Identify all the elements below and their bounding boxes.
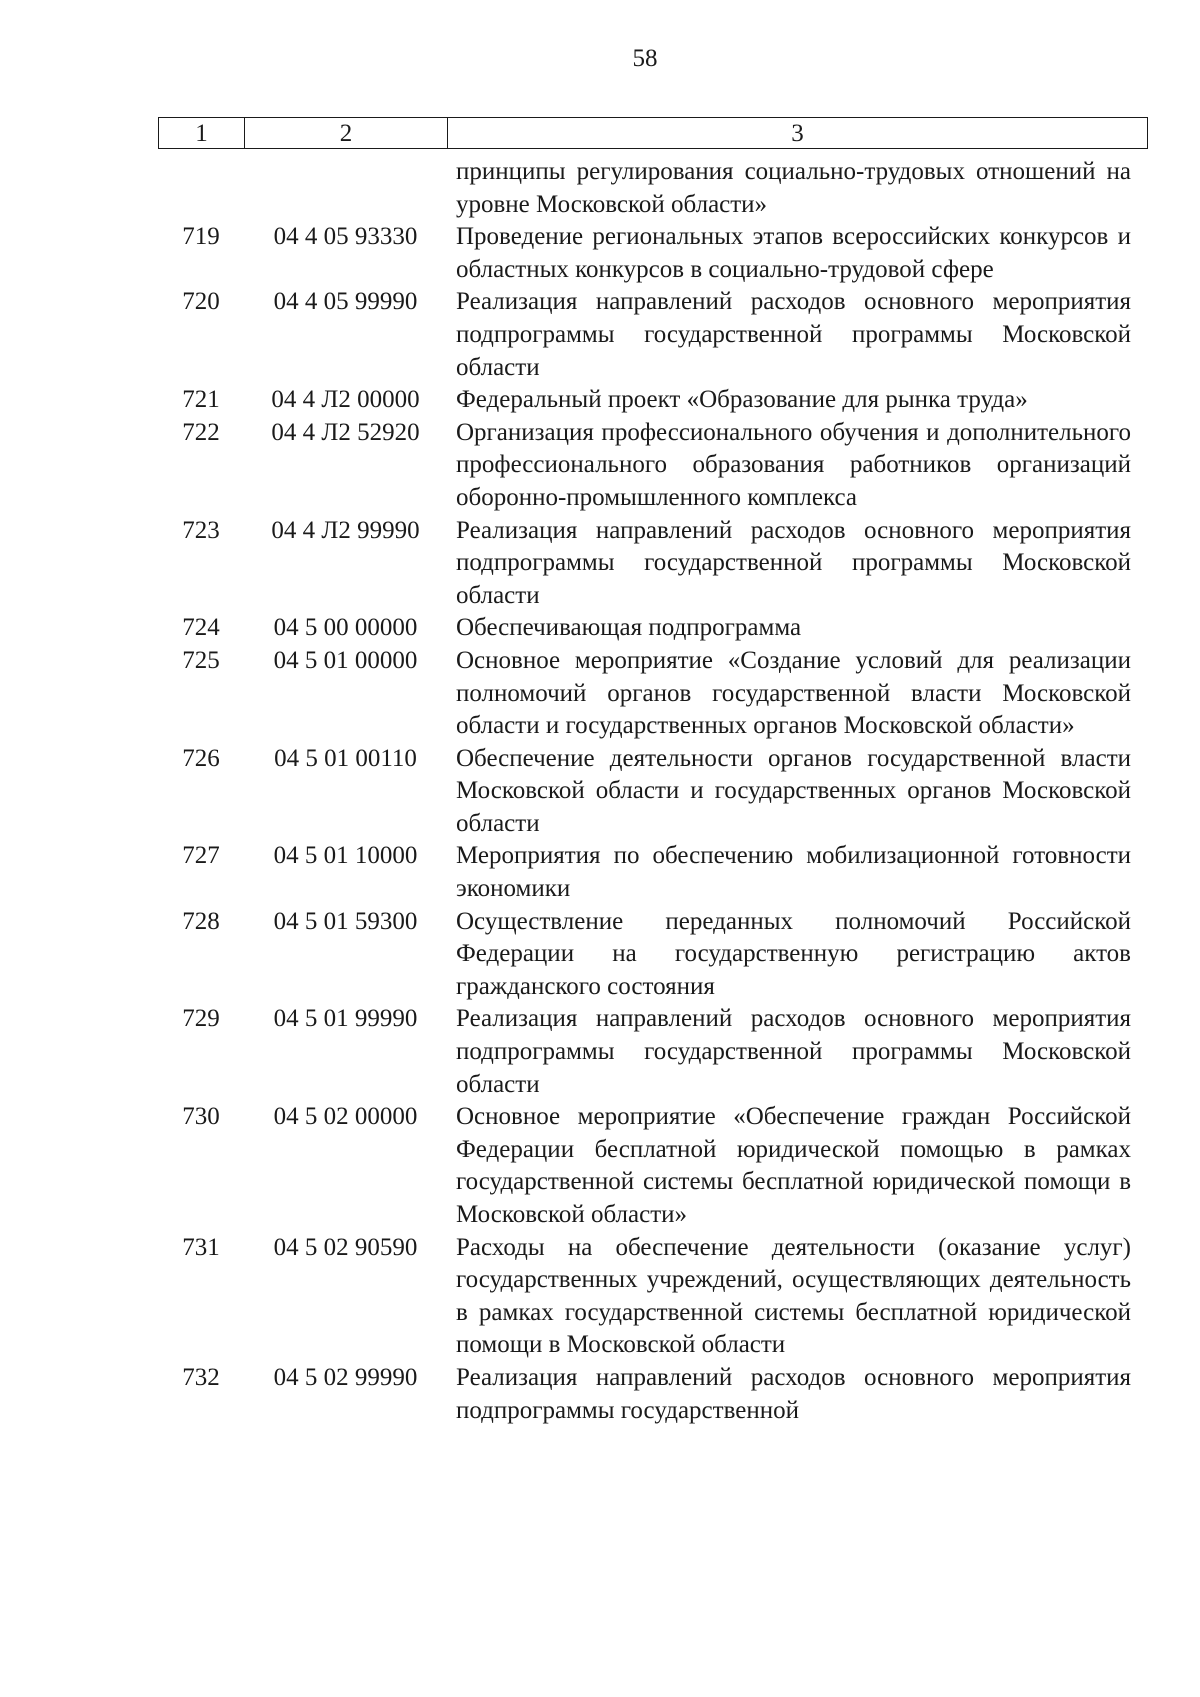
row-number: 724 [182,614,220,642]
row-number: 729 [182,1005,220,1033]
table-row [158,417,1148,515]
row-description: Осуществление переданных полномочий Российской Федерации на государственную регистрацию актов гражданского состояния [456,907,1131,1000]
table-row [158,156,1148,221]
row-number: 727 [182,842,220,870]
row-code: 04 5 02 90590 [273,1233,418,1261]
table-body [158,156,1148,1427]
table-row [158,1232,1148,1362]
row-description: Расходы на обеспечение деятельности (оказание услуг) государственных учреждений, осуществляющих деятельность в рамках государственной системы бесплатной юридической помощи в Московской области [456,1233,1131,1359]
row-number [158,156,244,221]
row-code: 04 4 Л2 99990 [271,516,420,544]
row-description: Организация профессионального обучения и дополнительного профессионального образования работников организаций оборонно-промышленного комплекса [456,418,1131,511]
table-row [158,840,1148,905]
header-col-3: 3 [791,120,804,147]
page-number: 58 [632,45,658,72]
row-number: 719 [182,223,220,251]
row-code: 04 4 Л2 52920 [271,418,420,446]
table-row [158,612,1148,645]
row-code: 04 4 05 99990 [273,288,418,316]
row-code: 04 5 02 99990 [273,1363,418,1391]
row-description: принципы регулирования социально-трудовых отношений на уровне Московской области» [456,158,1131,218]
row-code: 04 5 02 00000 [273,1103,418,1131]
header-col-1: 1 [159,118,245,148]
row-description: Основное мероприятие «Обеспечение граждан Российской Федерации бесплатной юридической помощью в рамках государственной системы бесплатной юридической помощи в Московской области» [456,1103,1131,1228]
table-row [158,384,1148,417]
row-code: 04 5 01 59300 [273,907,418,935]
row-code [244,156,447,221]
header-col-2: 2 [245,118,448,148]
row-number: 725 [182,646,220,674]
row-description: Федеральный проект «Образование для рынка труда» [456,386,1028,414]
row-code: 04 5 01 00000 [273,646,418,674]
row-code: 04 5 01 99990 [273,1005,418,1033]
row-number: 728 [182,907,220,935]
table-row [158,1362,1148,1427]
row-number: 726 [182,744,220,772]
table-row [158,906,1148,1004]
row-description: Обеспечивающая подпрограмма [456,614,802,642]
table-row [158,221,1148,286]
table-header [158,117,1148,149]
table-row [158,1101,1148,1231]
table-row [158,645,1148,743]
row-description: Мероприятия по обеспечению мобилизационной готовности экономики [456,842,1131,903]
row-description: Реализация направлений расходов основного мероприятия подпрограммы государственной программы Московской области [456,516,1131,609]
row-description: Обеспечение деятельности органов государственной власти Московской области и государственных органов Московской области [456,744,1131,837]
row-description: Реализация направлений расходов основного мероприятия подпрограммы государственной [456,1363,1131,1424]
table-row [158,1003,1148,1101]
row-description: Проведение региональных этапов всероссийских конкурсов и областных конкурсов в социально-трудовой сфере [456,223,1131,283]
row-code: 04 5 01 10000 [273,842,418,870]
row-code: 04 5 01 00110 [274,744,417,772]
row-number: 731 [182,1233,220,1261]
row-code: 04 4 05 93330 [273,223,418,251]
table-row [158,743,1148,841]
row-description: Реализация направлений расходов основного мероприятия подпрограммы государственной программы Московской области [456,1005,1131,1098]
table-row [158,515,1148,613]
row-code: 04 4 Л2 00000 [271,386,420,414]
row-number: 732 [182,1363,220,1391]
row-description: Реализация направлений расходов основного мероприятия подпрограммы государственной программы Московской области [456,288,1131,381]
row-code: 04 5 00 00000 [273,614,418,642]
row-number: 722 [182,418,220,446]
row-number: 720 [182,288,220,316]
row-number: 723 [182,516,220,544]
row-description: Основное мероприятие «Создание условий для реализации полномочий органов государственной власти Московской области и государственных органов Московской области» [456,646,1131,740]
table-row [158,286,1148,384]
row-number: 730 [182,1103,220,1131]
row-number: 721 [182,386,220,414]
